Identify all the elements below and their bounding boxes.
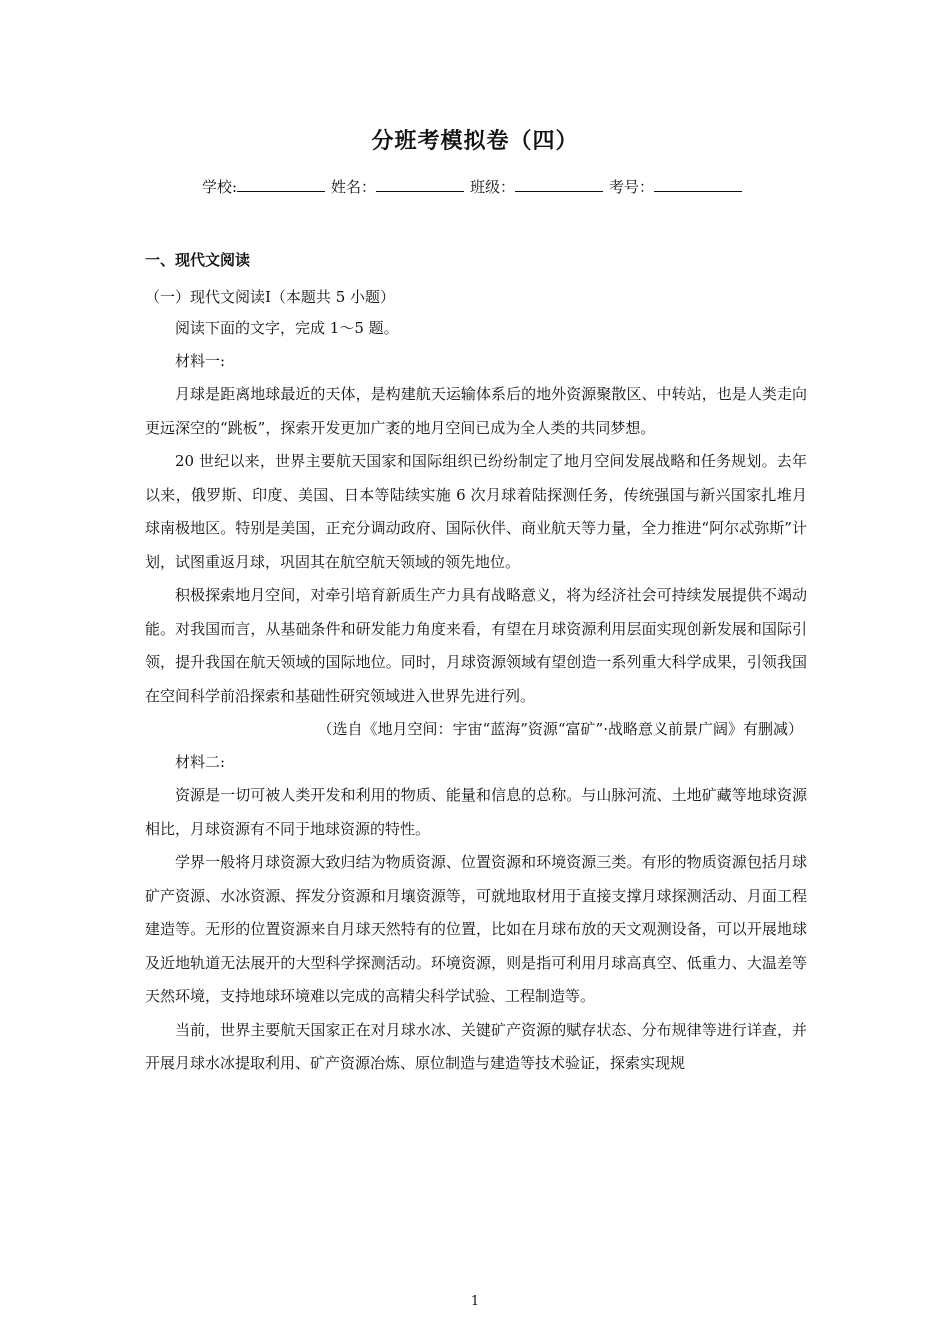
number-blank[interactable] bbox=[654, 177, 742, 192]
class-blank[interactable] bbox=[515, 177, 603, 192]
material-one-source: （选自《地月空间：宇宙“蓝海”资源“富矿”·战略意义前景广阔》有删减） bbox=[317, 720, 803, 738]
material-one-paragraph: 20 世纪以来，世界主要航天国家和国际组织已纷纷制定了地月空间发展战略和任务规划。去年以来，俄罗斯、印度、美国、日本等陆续实施 6 次月球着陆探测任务，传统强国与新兴国家扎堆月球南极地区。特别是美国，正充分调动政府、国际伙伴、商业航天等力量，全力推进“阿尔忒弥斯”计划，试图重返月球，巩固其在航空航天领域的领先地位。 bbox=[145, 452, 807, 571]
instruction-text: 阅读下面的文字，完成 1～5 题。 bbox=[175, 319, 399, 337]
material-two-paragraph: 当前，世界主要航天国家正在对月球水冰、关键矿产资源的赋存状态、分布规律等进行详查，并开展月球水冰提取利用、矿产资源冶炼、原位制造与建造等技术验证，探索实现规 bbox=[145, 1020, 807, 1072]
reading-section bbox=[145, 246, 807, 1081]
material-two-paragraph: 资源是一切可被人类开发和利用的物质、能量和信息的总称。与山脉河流、土地矿藏等地球资源相比，月球资源有不同于地球资源的特性。 bbox=[145, 786, 807, 838]
material-one-paragraph: 月球是距离地球最近的天体，是构建航天运输体系后的地外资源聚散区、中转站，也是人类走向更远深空的“跳板”，探索开发更加广袤的地月空间已成为全人类的共同梦想。 bbox=[145, 385, 807, 437]
material-two-label: 材料二: bbox=[175, 753, 226, 771]
name-blank[interactable] bbox=[376, 177, 464, 192]
material-two-body bbox=[145, 779, 807, 1081]
section-subheading: （一）现代文阅读I（本题共 5 小题） bbox=[145, 288, 396, 306]
exam-title: 分班考模拟卷（四） bbox=[371, 129, 579, 154]
section-heading: 一、现代文阅读 bbox=[145, 251, 251, 269]
material-one-paragraph: 积极探索地月空间，对牵引培育新质生产力具有战略意义，将为经济社会可持续发展提供不竭动能。对我国而言，从基础条件和研发能力角度来看，有望在月球资源利用层面实现创新发展和国际引领，提升我国在航天领域的国际地位。同时，月球资源领域有望创造一系列重大科学成果，引领我国在空间科学前沿探索和基础性研究领域进入世界先进行列。 bbox=[145, 586, 807, 705]
material-two-paragraph: 学界一般将月球资源大致归结为物质资源、位置资源和环境资源三类。有形的物质资源包括月球矿产资源、水冰资源、挥发分资源和月壤资源等，可就地取材用于直接支撑月球探测活动、月面工程建造等。无形的位置资源来自月球天然特有的位置，比如在月球布放的天文观测设备，可以开展地球及近地轨道无法展开的大型科学探测活动。环境资源，则是指可利用月球高真空、低重力、大温差等天然环境，支持地球环境难以完成的高精尖科学试验、工程制造等。 bbox=[145, 853, 807, 1005]
number-label: 考号： bbox=[609, 178, 655, 196]
student-info-line bbox=[0, 176, 950, 197]
school-label: 学校: bbox=[201, 178, 237, 196]
material-one-body bbox=[145, 378, 807, 713]
page-number: 1 bbox=[470, 1294, 480, 1309]
class-label: 班级： bbox=[470, 178, 516, 196]
material-one-label: 材料一: bbox=[175, 352, 226, 370]
school-blank[interactable] bbox=[237, 177, 325, 192]
name-label: 姓名： bbox=[331, 178, 377, 196]
